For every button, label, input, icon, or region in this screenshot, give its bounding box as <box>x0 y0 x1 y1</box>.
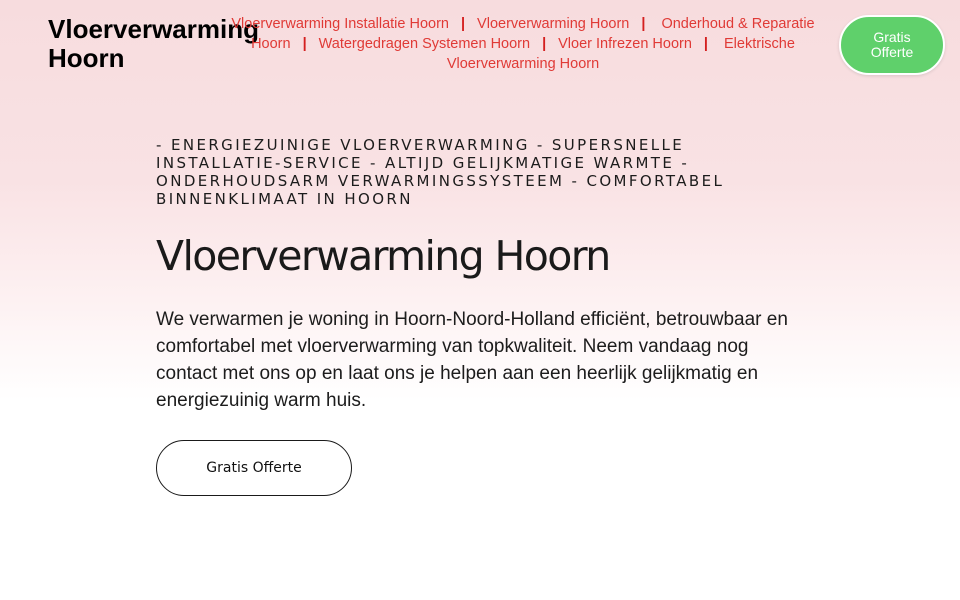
nav-separator: | <box>302 36 307 52</box>
nav-separator: | <box>703 36 708 52</box>
nav-link-installatie[interactable]: Vloerverwarming Installatie Hoorn <box>231 16 449 32</box>
header-offerte-button[interactable]: Gratis Offerte <box>839 15 945 75</box>
nav-link-elektrische[interactable]: Elektrische Vloerverwarming Hoorn <box>446 36 795 72</box>
hero-description: We verwarmen je woning in Hoorn-Noord-Holland efficiënt, betrouwbaar en comfortabel met vloerverwarming van topkwaliteit. Neem vandaag nog contact met ons op en laat ons je helpen aan een heerlijk gelijkmatig en energiezuinig warm huis. <box>156 309 788 411</box>
nav-separator: | <box>542 36 547 52</box>
site-logo[interactable]: Vloerverwarming Hoorn <box>48 14 259 73</box>
nav-link-vloer-infrezen[interactable]: Vloer Infrezen Hoorn <box>558 36 692 52</box>
hero-offerte-button[interactable]: Gratis Offerte <box>156 440 352 496</box>
hero-title: Vloerverwarming Hoorn <box>156 232 610 280</box>
main-nav <box>205 14 841 74</box>
nav-separator: | <box>641 16 646 32</box>
hero-section <box>156 136 804 496</box>
nav-link-watergedragen[interactable]: Watergedragen Systemen Hoorn <box>318 36 531 52</box>
nav-separator: | <box>460 16 466 32</box>
hero-tagline: - ENERGIEZUINIGE VLOERVERWARMING - SUPERSNELLE INSTALLATIE-SERVICE - ALTIJD GELIJKMATIGE WARMTE - ONDERHOUDSARM VERWARMINGSSYSTEEM - COMFORTABEL BINNENKLIMAAT IN HOORN <box>156 136 725 208</box>
nav-link-onderhoud-reparatie[interactable]: Onderhoud & Reparatie Hoorn <box>251 16 815 52</box>
nav-link-vloerverwarming-hoorn[interactable]: Vloerverwarming Hoorn <box>477 16 630 32</box>
